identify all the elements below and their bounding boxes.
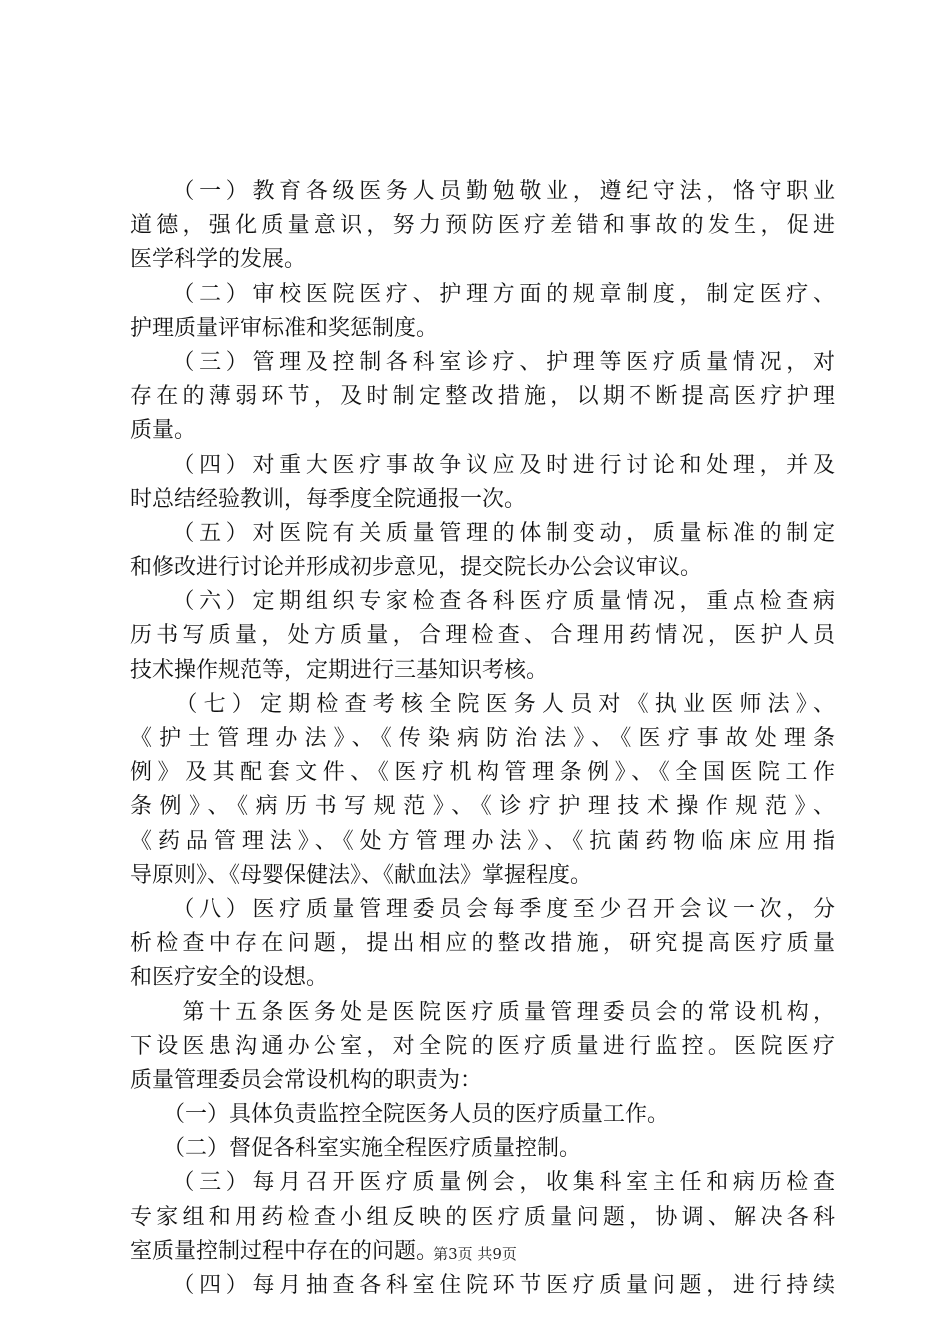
text-line: （二）审校医院医疗、护理方面的规章制度，制定医疗、 xyxy=(130,281,835,307)
text-line: （二）督促各科室实施全程医疗质量控制。 xyxy=(130,1136,582,1162)
text-line: 《护士管理办法》、《传染病防治法》、《医疗事故处理条 xyxy=(130,726,835,751)
text-line: 历书写质量，处方质量，合理检查、合理用药情况，医护人员 xyxy=(130,623,835,649)
text-line: 和修改进行讨论并形成初步意见，提交院长办公会议审议。 xyxy=(130,555,703,581)
text-line: （八）医疗质量管理委员会每季度至少召开会议一次，分 xyxy=(130,896,835,922)
text-line: （七）定期检查考核全院医务人员对《执业医师法》、 xyxy=(130,691,835,717)
text-line: 时总结经验教训，每季度全院通报一次。 xyxy=(130,486,527,512)
text-line: （三）管理及控制各科室诊疗、护理等医疗质量情况，对 xyxy=(130,349,835,375)
text-line: 导原则》、《母婴保健法》、《献血法》掌握程度。 xyxy=(130,862,593,888)
text-line: （四）每月抽查各科室住院环节医疗质量问题，进行持续 xyxy=(130,1273,835,1298)
text-line: 条例》、《病历书写规范》、《诊疗护理技术操作规范》、 xyxy=(130,794,835,820)
text-line: （三）每月召开医疗质量例会，收集科室主任和病历检查 xyxy=(130,1170,835,1196)
text-line: 道德，强化质量意识，努力预防医疗差错和事故的发生，促进 xyxy=(130,213,835,239)
text-line: 《药品管理法》、《处方管理办法》、《抗菌药物临床应用指 xyxy=(130,828,835,854)
text-line: （一）教育各级医务人员勤勉敬业，遵纪守法，恪守职业 xyxy=(130,179,835,204)
text-line: 专家组和用药检查小组反映的医疗质量问题，协调、解决各科 xyxy=(130,1204,835,1230)
text-line: 质量管理委员会常设机构的职责为： xyxy=(130,1067,483,1093)
text-line: （一）具体负责监控全院医务人员的医疗质量工作。 xyxy=(130,1102,670,1128)
text-line: 第十五条医务处是医院医疗质量管理委员会的常设机构， xyxy=(130,999,835,1025)
text-line: 护理质量评审标准和奖惩制度。 xyxy=(130,315,439,341)
text-line: （六）定期组织专家检查各科医疗质量情况，重点检查病 xyxy=(130,589,835,615)
text-line: （五）对医院有关质量管理的体制变动，质量标准的制定 xyxy=(130,520,835,546)
text-line: 和医疗安全的设想。 xyxy=(130,965,329,991)
page-footer: 第3页 共9页 xyxy=(433,1245,517,1263)
text-line: 下设医患沟通办公室，对全院的医疗质量进行监控。医院医疗 xyxy=(130,1033,835,1059)
text-line: （四）对重大医疗事故争议应及时进行讨论和处理，并及 xyxy=(130,452,835,478)
text-line: 技术操作规范等，定期进行三基知识考核。 xyxy=(130,657,549,683)
document-body xyxy=(130,175,835,1303)
text-line: 质量。 xyxy=(130,418,197,444)
text-line: 例》及其配套文件、《医疗机构管理条例》、《全国医院工作 xyxy=(130,760,835,786)
text-line: 存在的薄弱环节，及时制定整改措施，以期不断提高医疗护理 xyxy=(130,384,835,410)
text-line: 医学科学的发展。 xyxy=(130,247,307,273)
text-line: 室质量控制过程中存在的问题。 xyxy=(130,1238,439,1264)
text-line: 析检查中存在问题，提出相应的整改措施，研究提高医疗质量 xyxy=(130,931,835,957)
